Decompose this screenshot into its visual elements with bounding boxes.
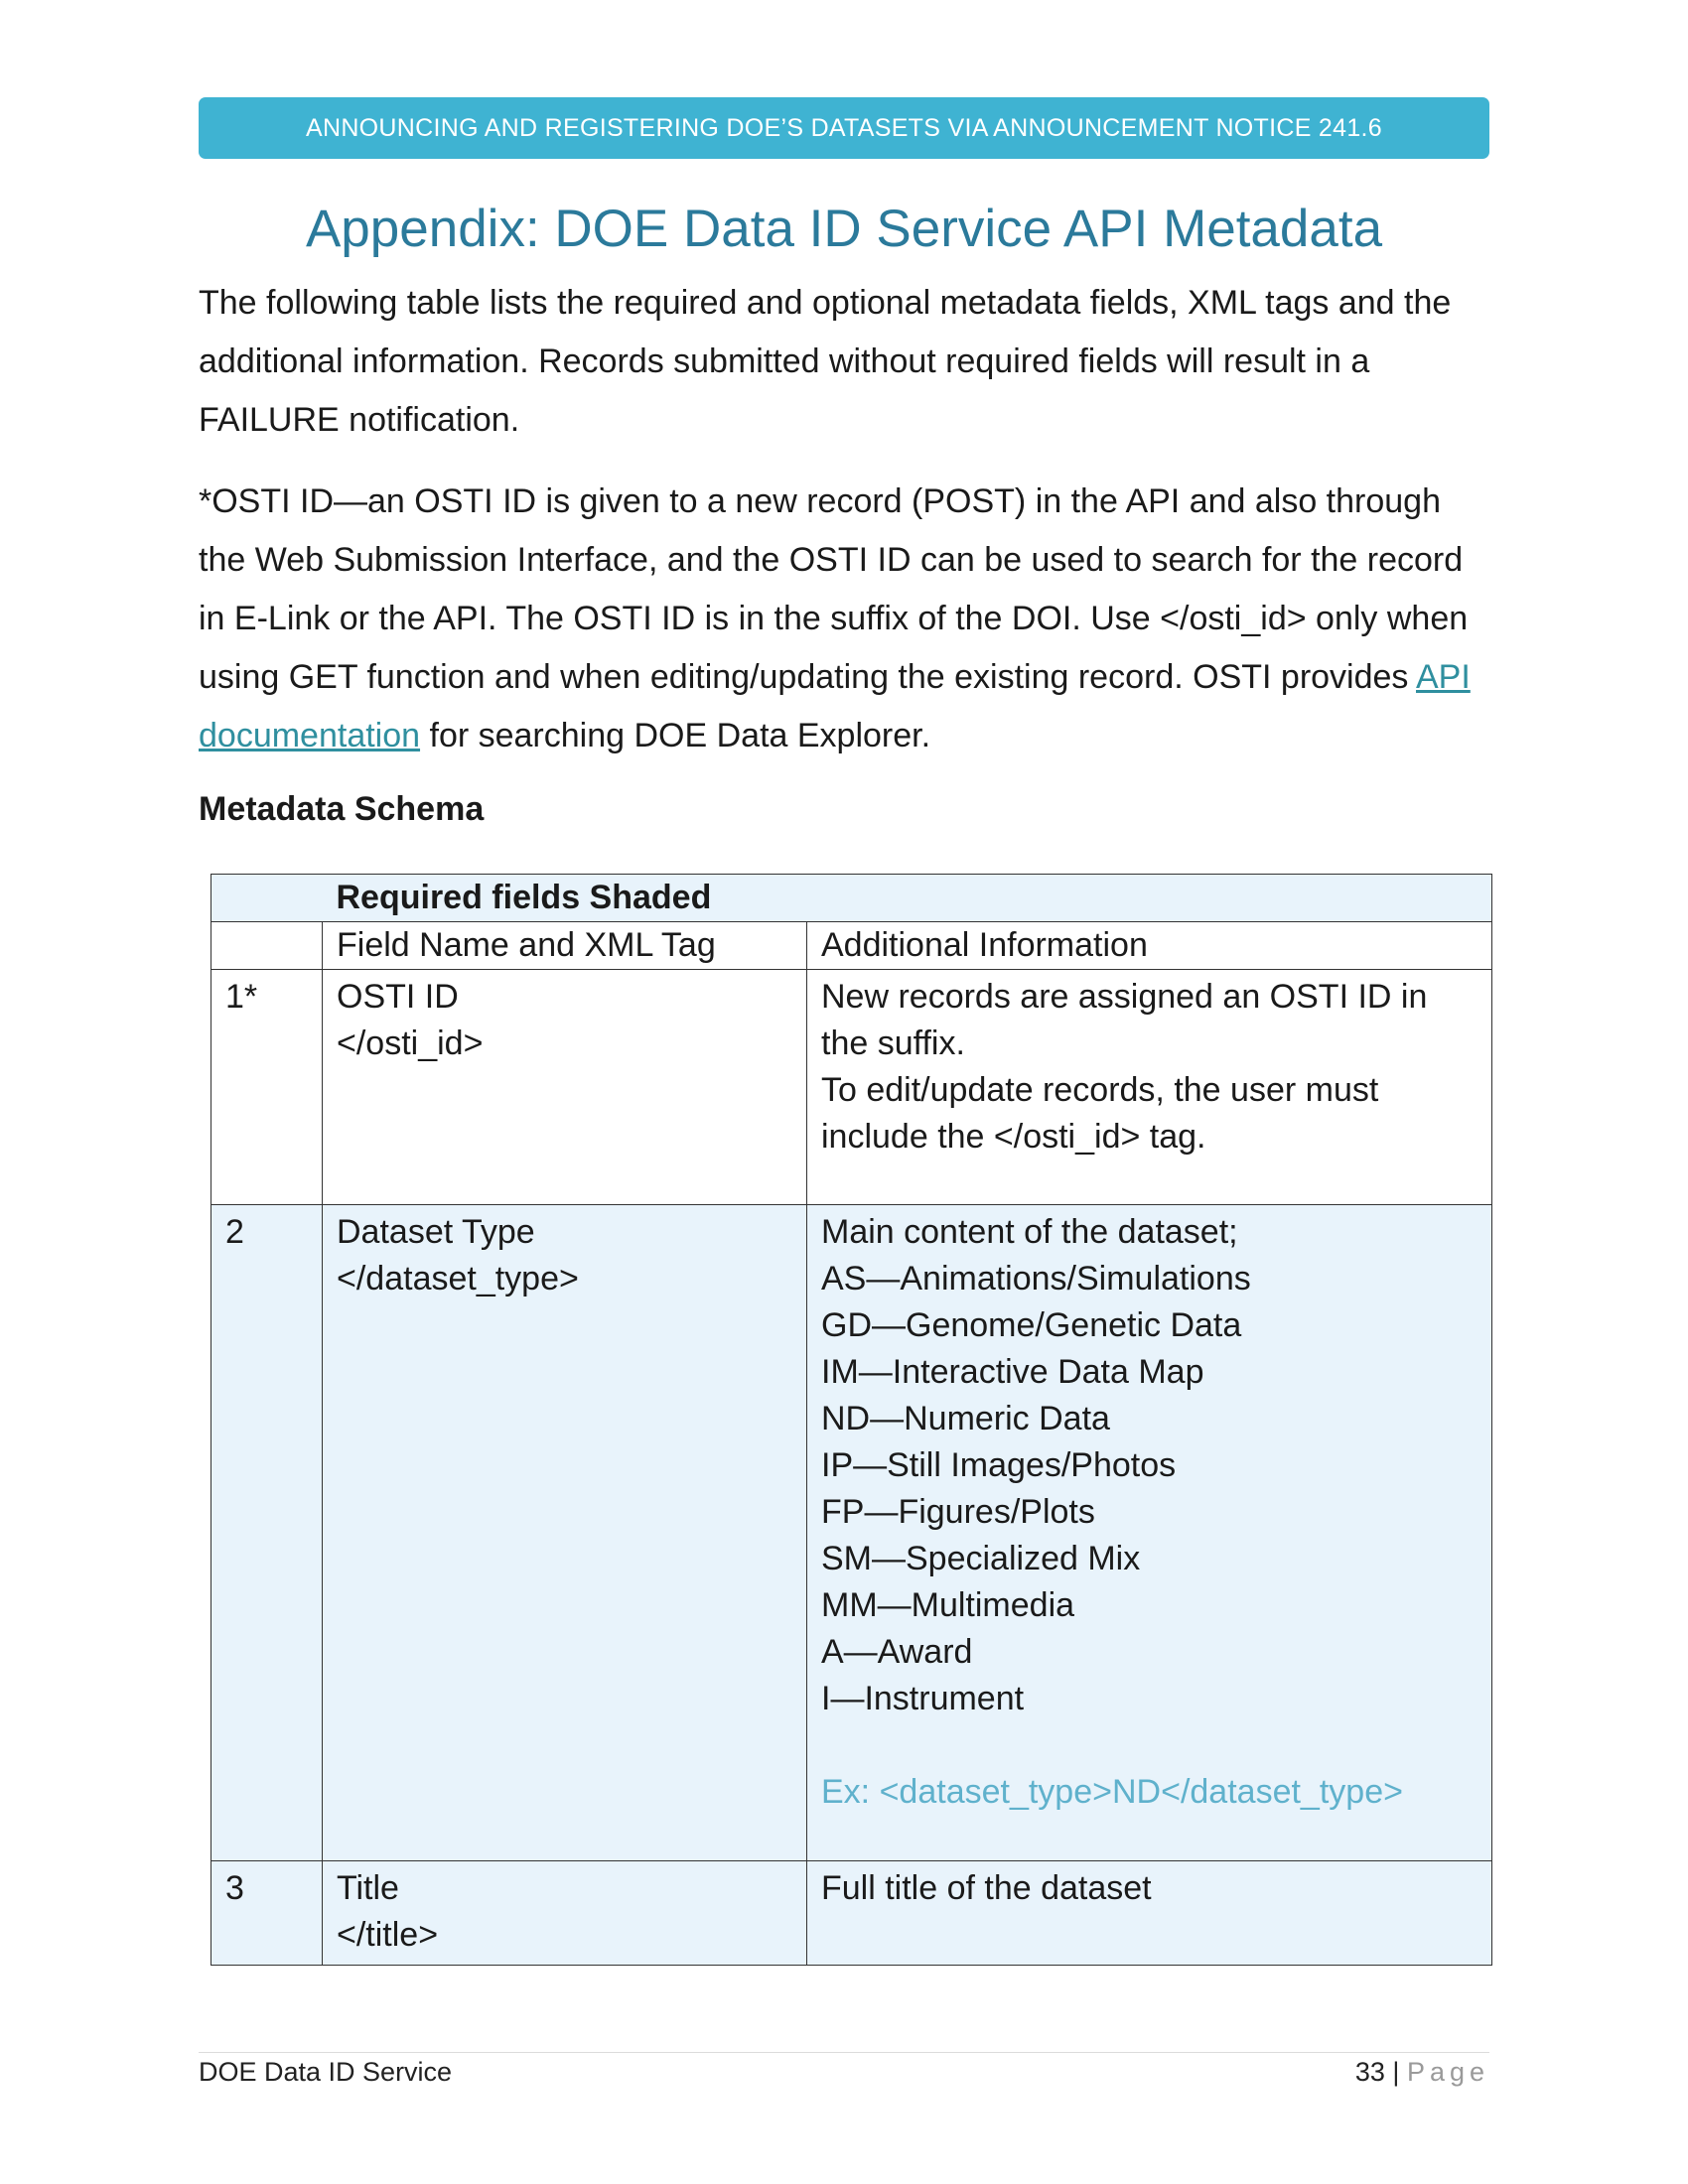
intro-paragraph: The following table lists the required and optional metadata fields, XML tags and the additional information. Records submitted without required fields will result in a FAILURE notification. [199, 284, 1452, 439]
page-separator: | [1392, 2057, 1400, 2087]
field-name: Title [337, 1869, 399, 1907]
xml-tag: </dataset_type> [337, 1260, 579, 1297]
page-word: Page [1406, 2057, 1489, 2087]
metadata-schema-table [211, 874, 1492, 1966]
field-name: Dataset Type [337, 1213, 535, 1251]
xml-tag: </osti_id> [337, 1024, 484, 1062]
info-line: FP—Figures/Plots [821, 1493, 1095, 1531]
required-label: Required fields Shaded [323, 875, 1492, 922]
info-line: Full title of the dataset [821, 1869, 1152, 1907]
example-line: Ex: <dataset_type>ND</dataset_type> [821, 1773, 1403, 1811]
osti-note-paragraph [199, 473, 1489, 765]
info-line: AS—Animations/Simulations [821, 1260, 1251, 1297]
required-label-spacer [211, 875, 323, 922]
footer-divider [199, 2052, 1489, 2053]
info-line: IM—Interactive Data Map [821, 1353, 1204, 1391]
footer-doc-name: DOE Data ID Service [199, 2057, 453, 2087]
field-cell [323, 970, 807, 1205]
header-num [211, 922, 323, 970]
osti-note-text-end: for searching DOE Data Explorer. [420, 717, 931, 754]
info-line: New records are assigned an OSTI ID in the suffix. [821, 978, 1428, 1062]
table-row [211, 970, 1492, 1205]
row-number: 1* [211, 970, 323, 1205]
info-line: MM—Multimedia [821, 1586, 1075, 1624]
info-line: SM—Specialized Mix [821, 1540, 1141, 1577]
row-number: 3 [211, 1861, 323, 1966]
info-line: GD—Genome/Genetic Data [821, 1306, 1242, 1344]
section-heading: Metadata Schema [199, 790, 485, 828]
osti-note-text: *OSTI ID—an OSTI ID is given to a new record (POST) in the API and also through the Web Submission Interface, and the OSTI ID can be used to search for the record in E-Link or the API. The OSTI ID is in the suffix of the DOI. Use </osti_id> only when using GET function and when editing/updating the existing record. OSTI provides [199, 482, 1469, 696]
field-name: OSTI ID [337, 978, 459, 1016]
info-line: To edit/update records, the user must include the </osti_id> tag. [821, 1071, 1379, 1156]
info-line: IP—Still Images/Photos [821, 1446, 1177, 1484]
header-info: Additional Information [807, 922, 1492, 970]
api-documentation-link[interactable]: API documentation [199, 658, 1471, 754]
info-line: I—Instrument [821, 1680, 1025, 1717]
header-banner-text: ANNOUNCING AND REGISTERING DOE’S DATASETS VIA ANNOUNCEMENT NOTICE 241.6 [306, 113, 1382, 142]
info-line: ND—Numeric Data [821, 1400, 1110, 1437]
required-label-row [211, 875, 1492, 922]
field-cell [323, 1205, 807, 1861]
info-line: Main content of the dataset; [821, 1213, 1238, 1251]
info-line: A—Award [821, 1633, 973, 1671]
table-row [211, 1861, 1492, 1966]
footer-page-info [1355, 2057, 1489, 2088]
info-cell [807, 1861, 1492, 1966]
field-cell [323, 1861, 807, 1966]
page-title: Appendix: DOE Data ID Service API Metadata [305, 200, 1383, 258]
table-header-row [211, 922, 1492, 970]
xml-tag: </title> [337, 1916, 439, 1954]
info-cell [807, 1205, 1492, 1861]
page-number: 33 [1354, 2057, 1385, 2087]
header-banner [199, 97, 1489, 159]
info-cell [807, 970, 1492, 1205]
row-number: 2 [211, 1205, 323, 1861]
table-row [211, 1205, 1492, 1861]
header-field: Field Name and XML Tag [323, 922, 807, 970]
